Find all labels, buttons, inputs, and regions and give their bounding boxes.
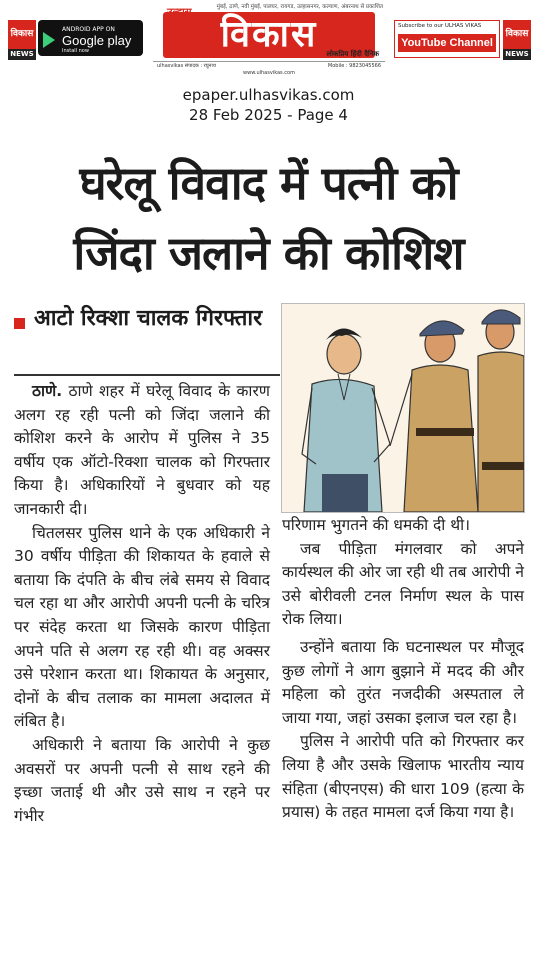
edition-date-page: 28 Feb 2025 - Page 4 (189, 106, 348, 124)
gplay-label: Google play (62, 33, 132, 48)
article-paragraph-5: जब पीड़िता मंगलवार को अपने कार्यस्थल की ओर जा रही थी तब आरोपी ने उसे बोरीवली टनल निर्माण स्थल के पास रोक लिया। (282, 539, 524, 629)
article-paragraph-4: परिणाम भुगतने की धमकी दी थी। (282, 516, 471, 534)
badge-news-text: NEWS (8, 49, 36, 60)
gplay-install-text: Install now (62, 48, 89, 54)
badge-news-text: NEWS (503, 49, 531, 60)
masthead-website[interactable]: www.ulhasvikas.com (243, 70, 295, 76)
headline-line-2: जिंदा जलाने की कोशिश (73, 226, 464, 280)
article-paragraph-7: पुलिस ने आरोपी पति को गिरफ्तार कर लिया है और उसके खिलाफ भारतीय न्याय संहिता (बीएनएस) की धारा 109 (हत्या के प्रयास) के तहत मामला दर्ज किया गया है। (282, 732, 524, 822)
subheading-text: आटो रिक्शा चालक गिरफ्तार (34, 306, 263, 331)
masthead-contact: ulhasvikas संपादक : रघुनाथ (157, 63, 216, 69)
epaper-site[interactable]: epaper.ulhasvikas.com (182, 86, 355, 104)
badge-logo-text: विकास (10, 29, 34, 39)
arrest-illustration (281, 303, 525, 513)
youtube-subscribe-text: Subscribe to our ULHAS VIKAS (398, 23, 482, 29)
vikas-news-badge-left (8, 20, 36, 60)
vikas-news-badge-right (503, 20, 531, 60)
masthead (153, 0, 385, 76)
masthead-mobile: Mobile : 9823045566 (327, 63, 381, 69)
article-column-left (14, 380, 270, 828)
article-paragraph-3: अधिकारी ने बताया कि आरोपी ने कुछ अवसरों पर अपनी पत्नी से साथ रहने की इच्छा जताई थी और उसे साथ न रहने पर गंभीर (14, 735, 270, 825)
subheading (14, 302, 264, 336)
article-paragraph-2: चितलसर पुलिस थाने के एक अधिकारी ने 30 वर्षीय पीड़िता की शिकायत के हवाले से बताया कि दंपति के बीच लंबे समय से विवाद चल रहा था और आरोपी अपनी पत्नी के चरित्र पर संदेह करता था जिसके कारण पीड़िता अपने पति से अलग रह रही थी। वह अक्सर उसे परेशान करता था। शिकायत के अनुसार, दोनों के बीच तलाक का मामला अदालत में लंबित है। (14, 523, 270, 731)
gplay-small-text: ANDROID APP ON (62, 26, 115, 33)
article-column-right (282, 514, 524, 825)
badge-logo-text: विकास (505, 29, 529, 39)
masthead-subtitle: लोकप्रिय हिंदी दैनिक (326, 50, 379, 58)
headline-line-1: घरेलू विवाद में पत्नी को (79, 156, 458, 210)
google-play-button[interactable] (38, 20, 143, 56)
subheading-divider (14, 374, 280, 376)
masthead-rule (153, 61, 385, 62)
youtube-channel-label: YouTube Channel (398, 34, 496, 52)
police-arrest-sketch (282, 304, 524, 512)
dateline: ठाणे. (32, 382, 63, 400)
masthead-tagline: मुंबई, ठाणे, नवी मुंबई, पालघर, रायगड, उल्हासनगर, कल्याण, अंबरनाथ से प्रकाशित (216, 4, 383, 10)
paragraph-1-text: ठाणे शहर में घरेलू विवाद के कारण अलग रह रही पत्नी को जिंदा जलाने की कोशिश करने के आरोप में पुलिस ने 35 वर्षीय एक ऑटो-रिक्शा चालक को गिरफ्तार किया है। अधिकारियों ने बुधवार को यह जानकारी दी। (14, 382, 270, 518)
youtube-channel-button[interactable] (394, 20, 500, 58)
masthead-logo: विकास (163, 12, 375, 58)
article-paragraph-6: उन्होंने बताया कि घटनास्थल पर मौजूद कुछ लोगों ने आग बुझाने में मदद की और महिला को तुरंत नजदीकी अस्पताल ले जाया गया, जहां उसका इलाज चल रहा है। (282, 637, 524, 727)
article-paragraph-1 (14, 380, 270, 522)
play-store-icon (43, 32, 55, 48)
